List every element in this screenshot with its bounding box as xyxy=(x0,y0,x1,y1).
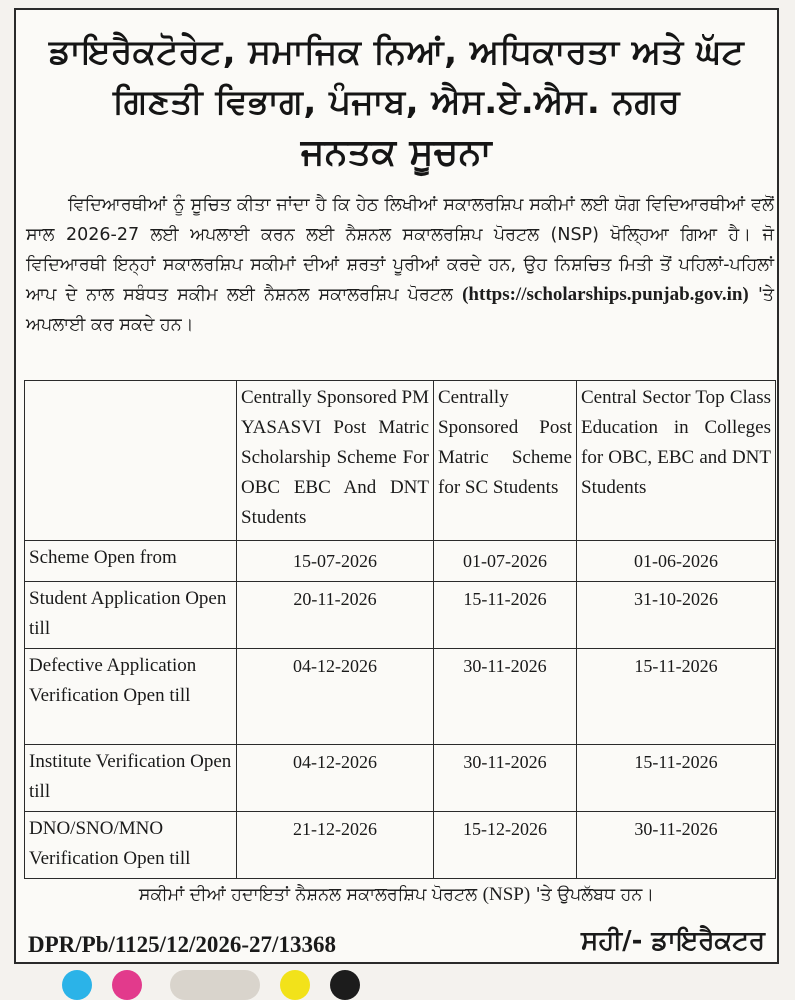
footnote xyxy=(16,884,777,906)
notice-heading: ਜਨਤਕ ਸੂਚਨਾ xyxy=(300,132,493,173)
notice-text-end: 'ਤੇ ਅਪਲਾਈ ਕਰ ਸਕਦੇ ਹਨ। xyxy=(26,285,774,335)
table-header-post-matric-sc: Centrally Sponsored Post Matric Scheme for SC Students xyxy=(434,381,577,541)
row-label: Scheme Open from xyxy=(25,541,237,582)
date-cell: 30-11-2026 xyxy=(434,649,577,745)
date-cell: 30-11-2026 xyxy=(434,745,577,812)
table-row xyxy=(25,541,776,582)
magenta-mark xyxy=(112,970,142,1000)
table-header-top-class: Central Sector Top Class Education in Colleges for OBC, EBC and DNT Students xyxy=(577,381,776,541)
row-label: DNO/SNO/MNO Verification Open till xyxy=(25,812,237,879)
date-cell: 15-11-2026 xyxy=(577,649,776,745)
date-cell: 04-12-2026 xyxy=(237,745,434,812)
row-label: Defective Application Verification Open till xyxy=(25,649,237,745)
table-header-row xyxy=(25,381,776,541)
date-cell: 15-11-2026 xyxy=(577,745,776,812)
date-cell: 30-11-2026 xyxy=(577,812,776,879)
table-row xyxy=(25,582,776,649)
signature: ਸਹੀ/- ਡਾਇਰੈਕਟਰ xyxy=(580,926,765,956)
schedule-table xyxy=(24,380,776,879)
date-cell: 15-11-2026 xyxy=(434,582,577,649)
yellow-mark xyxy=(280,970,310,1000)
date-cell: 31-10-2026 xyxy=(577,582,776,649)
table-row xyxy=(25,745,776,812)
date-cell: 20-11-2026 xyxy=(237,582,434,649)
date-cell: 01-06-2026 xyxy=(577,541,776,582)
black-mark xyxy=(330,970,360,1000)
notice-paragraph xyxy=(26,190,774,340)
dpr-reference: DPR/Pb/1125/12/2026-27/13368 xyxy=(28,932,336,957)
footnote-text: ਸਕੀਮਾਂ ਦੀਆਂ ਹਦਾਇਤਾਂ ਨੈਸ਼ਨਲ ਸਕਾਲਰਸ਼ਿਪ ਪੋਰਟਲ xyxy=(138,885,478,905)
notice-text: ਵਿਦਿਆਰਥੀਆਂ ਨੂੰ ਸੂਚਿਤ ਕੀਤਾ ਜਾਂਦਾ ਹੈ ਕਿ ਹੇਠ ਲਿਖੀਆਂ ਸਕਾਲਰਸ਼ਿਪ ਸਕੀਮਾਂ ਲਈ ਯੋਗ ਵਿਦਿਆਰਥੀਆਂ ਵਲੋਂ ਸਾਲ 2026-27 ਲਈ ਅਪਲਾਈ ਕਰਨ ਲਈ ਨੈਸ਼ਨਲ ਸਕਾਲਰਸ਼ਿਪ ਪੋਰਟਲ (NSP) ਖੋਲ੍ਹਿਆ ਗਿਆ ਹੈ। ਜੋ ਵਿਦਿਆਰਥੀ ਇਨ੍ਹਾਂ ਸਕਾਲਰਸ਼ਿਪ ਸਕੀਮਾਂ ਦੀਆਂ ਸ਼ਰਤਾਂ ਪੂਰੀਆਂ ਕਰਦੇ ਹਨ, ਉਹ ਨਿਸ਼ਚਿਤ ਮਿਤੀ ਤੋਂ ਪਹਿਲਾਂ-ਪਹਿਲਾਂ ਆਪ ਦੇ ਨਾਲ ਸਬੰਧਤ ਸਕੀਮ ਲਈ ਨੈਸ਼ਨਲ ਸਕਾਲਰਸ਼ਿਪ ਪੋਰਟਲ xyxy=(26,195,774,305)
footnote-text-end: 'ਤੇ ਉਪਲੱਬਧ ਹਨ। xyxy=(535,885,655,905)
cyan-mark xyxy=(62,970,92,1000)
table-row xyxy=(25,812,776,879)
table-row xyxy=(25,649,776,745)
department-title-line2: ਗਿਣਤੀ ਵਿਭਾਗ, ਪੰਜਾਬ, ਐਸ.ਏ.ਐਸ. ਨਗਰ xyxy=(112,82,681,122)
date-cell: 04-12-2026 xyxy=(237,649,434,745)
date-cell: 15-12-2026 xyxy=(434,812,577,879)
portal-url: (https://scholarships.punjab.gov.in) xyxy=(462,284,749,305)
footnote-nsp: (NSP) xyxy=(482,884,531,905)
row-label: Institute Verification Open till xyxy=(25,745,237,812)
date-cell: 15-07-2026 xyxy=(237,541,434,582)
date-cell: 01-07-2026 xyxy=(434,541,577,582)
row-label: Student Application Open till xyxy=(25,582,237,649)
table-header-empty xyxy=(25,381,237,541)
printer-color-marks xyxy=(0,966,795,989)
department-title-line1: ਡਾਇਰੈਕਟੋਰੇਟ, ਸਮਾਜਿਕ ਨਿਆਂ, ਅਧਿਕਾਰਤਾ ਅਤੇ ਘੱਟ xyxy=(48,32,745,72)
table-header-pm-yasasvi: Centrally Sponsored PM YASASVI Post Matric Scholarship Scheme For OBC EBC And DNT Students xyxy=(237,381,434,541)
gray-mark xyxy=(170,970,260,1000)
public-notice xyxy=(14,8,779,964)
date-cell: 21-12-2026 xyxy=(237,812,434,879)
